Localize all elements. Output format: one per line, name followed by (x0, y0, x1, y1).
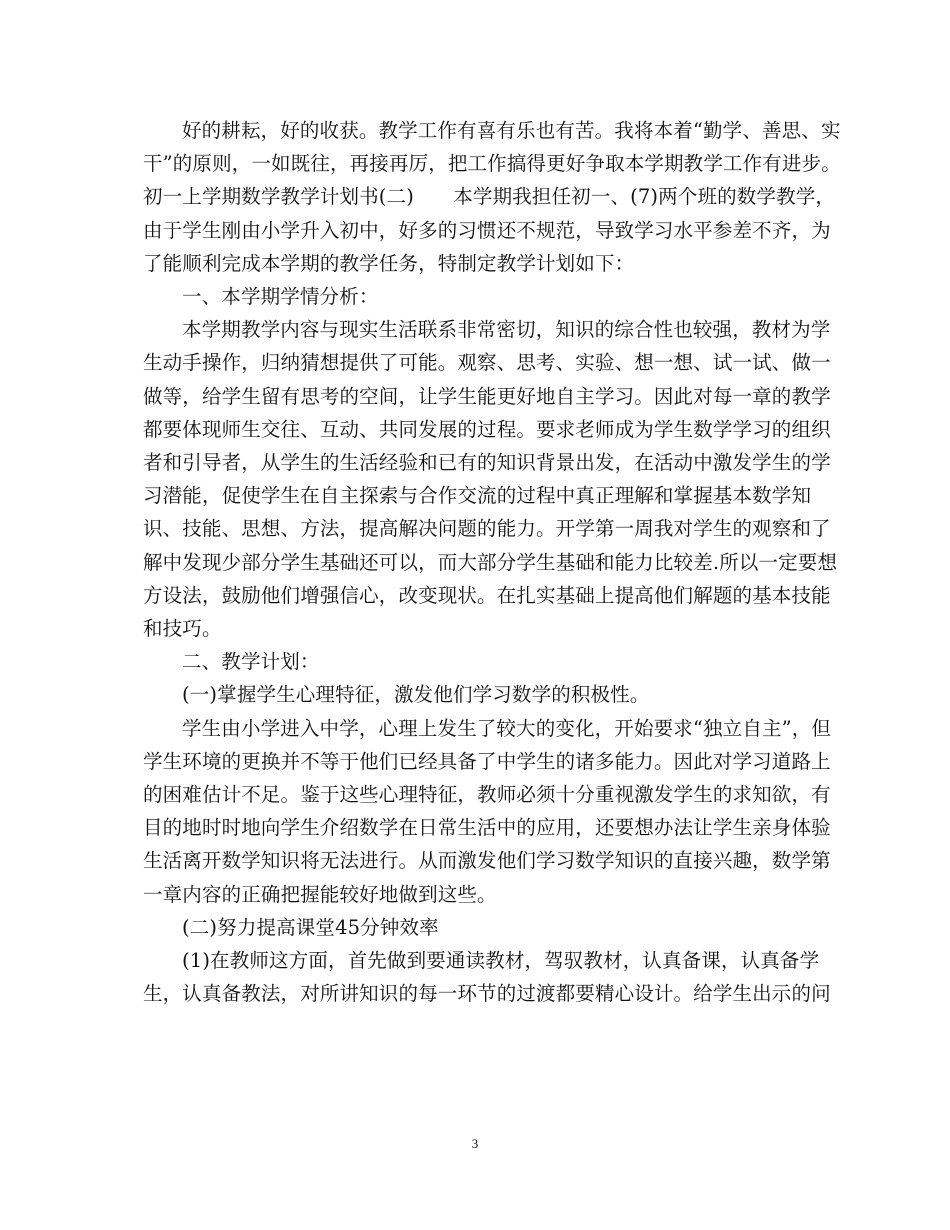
text-line: 生，认真备教法，对所讲知识的每一环节的过渡都要精心设计。给学生出示的问 (143, 982, 831, 1006)
text-line: 解中发现少部分学生基础还可以，而大部分学生基础和能力比较差.所以一定要想 (143, 550, 838, 574)
document-body (143, 114, 841, 1010)
text-line: 做等，给学生留有思考的空间，让学生能更好地自主学习。因此对每一章的教学 (143, 384, 831, 408)
text-line: (二)努力提高课堂45分钟效率 (182, 915, 439, 939)
text-line: 都要体现师生交往、互动、共同发展的过程。要求老师成为学生数学学习的组织 (143, 417, 831, 441)
text-line: 的困难估计不足。鉴于这些心理特征，教师必须十分重视激发学生的求知欲，有 (143, 783, 831, 807)
text-line: 好的耕耘，好的收获。教学工作有喜有乐也有苦。我将本着“勤学、善思、实 (182, 119, 841, 142)
text-line: 方设法，鼓励他们增强信心，改变现状。在扎实基础上提高他们解题的基本技能 (143, 583, 831, 607)
text-line: (一)掌握学生心理特征，激发他们学习数学的积极性。 (182, 683, 650, 707)
text-line: 习潜能，促使学生在自主探索与合作交流的过程中真正理解和掌握基本数学知 (143, 484, 812, 508)
text-line: 学生环境的更换并不等于他们已经具备了中学生的诸多能力。因此对学习道路上 (143, 749, 831, 773)
text-line: 生动手操作，归纳猜想提供了可能。观察、思考、实验、想一想、试一试、做一 (143, 351, 831, 375)
text-line: 识、技能、思想、方法，提高解决问题的能力。开学第一周我对学生的观察和了 (143, 517, 831, 541)
text-line: 者和引导者，从学生的生活经验和已有的知识背景出发，在活动中激发学生的学 (143, 451, 831, 475)
text-line: 二、教学计划： (182, 650, 320, 674)
text-line: 本学期教学内容与现实生活联系非常密切，知识的综合性也较强，教材为学 (182, 318, 831, 342)
text-line: 初一上学期数学教学计划书(二) 本学期我担任初一、(7)两个班的数学教学， (143, 185, 836, 209)
text-line: 学生由小学进入中学，心理上发生了较大的变化，开始要求“独立自主”，但 (182, 716, 832, 740)
text-line: 了能顺利完成本学期的教学任务，特制定教学计划如下： (143, 251, 635, 275)
text-line: 干”的原则，一如既往，再接再厉，把工作搞得更好争取本学期教学工作有进步。 (143, 152, 841, 176)
text-line: 一、本学期学情分析： (182, 285, 379, 309)
text-line: 目的地时时地向学生介绍数学在日常生活中的应用，还要想办法让学生亲身体验 (143, 816, 831, 840)
text-line: 和技巧。 (143, 617, 222, 641)
text-line: 生活离开数学知识将无法进行。从而激发他们学习数学知识的直接兴趣，数学第 (143, 849, 831, 873)
text-line: (1)在教师这方面，首先做到要通读教材，驾驭教材，认真备课，认真备学 (182, 949, 820, 973)
page-number: 3 (471, 1136, 479, 1151)
text-line: 一章内容的正确把握能较好地做到这些。 (143, 882, 497, 906)
text-line: 由于学生刚由小学升入初中，好多的习惯还不规范，导致学习水平参差不齐，为 (143, 218, 831, 242)
